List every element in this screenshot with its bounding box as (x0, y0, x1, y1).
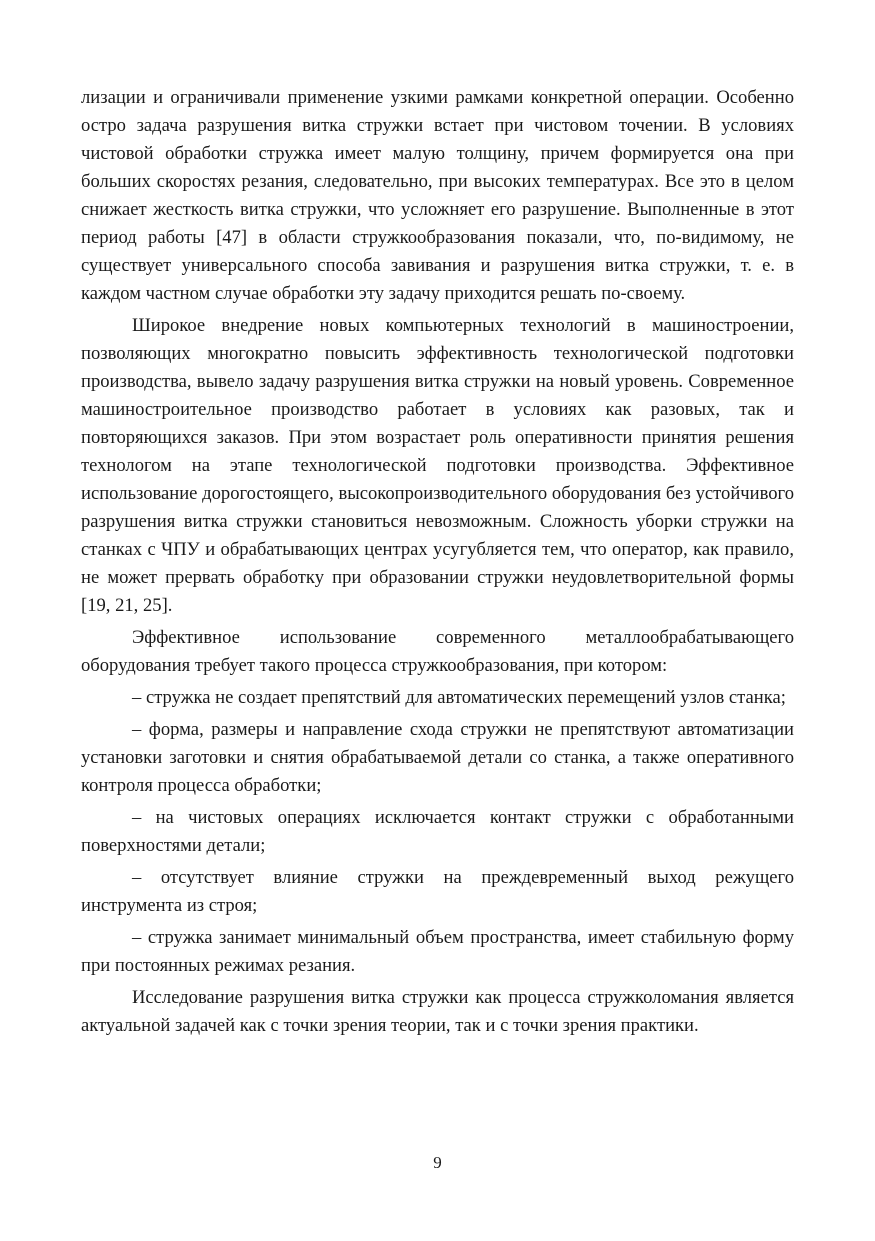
list-item: – на чистовых операциях исключается контакт стружки с обработанными поверхностями детали; (81, 807, 794, 856)
paragraph-conclusion: Исследование разрушения витка стружки как процесса стружколомания является актуальной задачей как с точки зрения теории, так и с точки зрения практики. (81, 987, 794, 1036)
requirements-list (81, 684, 794, 980)
document-page (81, 84, 794, 1044)
paragraph-requirements-intro: Эффективное использование современного металлообрабатывающего оборудования требует такого процесса стружкообразования, при котором: (81, 627, 794, 676)
list-item: – форма, размеры и направление схода стружки не препятствуют автоматизации установки заготовки и снятия обрабатываемой детали со станка, а также оперативного контроля процесса обработки; (81, 719, 794, 796)
page-number: 9 (433, 1153, 442, 1172)
list-item: – стружка занимает минимальный объем пространства, имеет стабильную форму при постоянных режимах резания. (81, 927, 794, 976)
paragraph-computer-technologies: Широкое внедрение новых компьютерных технологий в машиностроении, позволяющих многократно повысить эффективность технологической подготовки производства, вывело задачу разрушения витка стружки на новый уровень. Современное машиностроительное производство работает в условиях как разовых, так и повторяющихся заказов. При этом возрастает роль оперативности принятия решения технологом на этапе технологической подготовки производства. Эффективное использование дорогостоящего, высокопроизводительного оборудования без устойчивого разрушения витка стружки становиться невозможным. Сложность уборки стружки на станках с ЧПУ и обрабатывающих центрах усугубляется тем, что оператор, как правило, не может прервать обработку при образовании стружки неудовлетворительной формы [19, 21, 25]. (81, 315, 794, 616)
list-item: – стружка не создает препятствий для автоматических перемещений узлов станка; (132, 687, 786, 708)
paragraph-continuation: лизации и ограничивали применение узкими рамками конкретной операции. Особенно остро задача разрушения витка стружки встает при чистовом точении. В условиях чистовой обработки стружка имеет малую толщину, причем формируется она при больших скоростях резания, следовательно, при высоких температурах. Все это в целом снижает жесткость витка стружки, что усложняет его разрушение. Выполненные в этот период работы [47] в области стружкообразования показали, что, по-видимому, не существует универсального способа завивания и разрушения витка стружки, т. е. в каждом частном случае обработки эту задачу приходится решать по-своему. (81, 87, 794, 304)
list-item: – отсутствует влияние стружки на преждевременный выход режущего инструмента из строя; (81, 867, 794, 916)
